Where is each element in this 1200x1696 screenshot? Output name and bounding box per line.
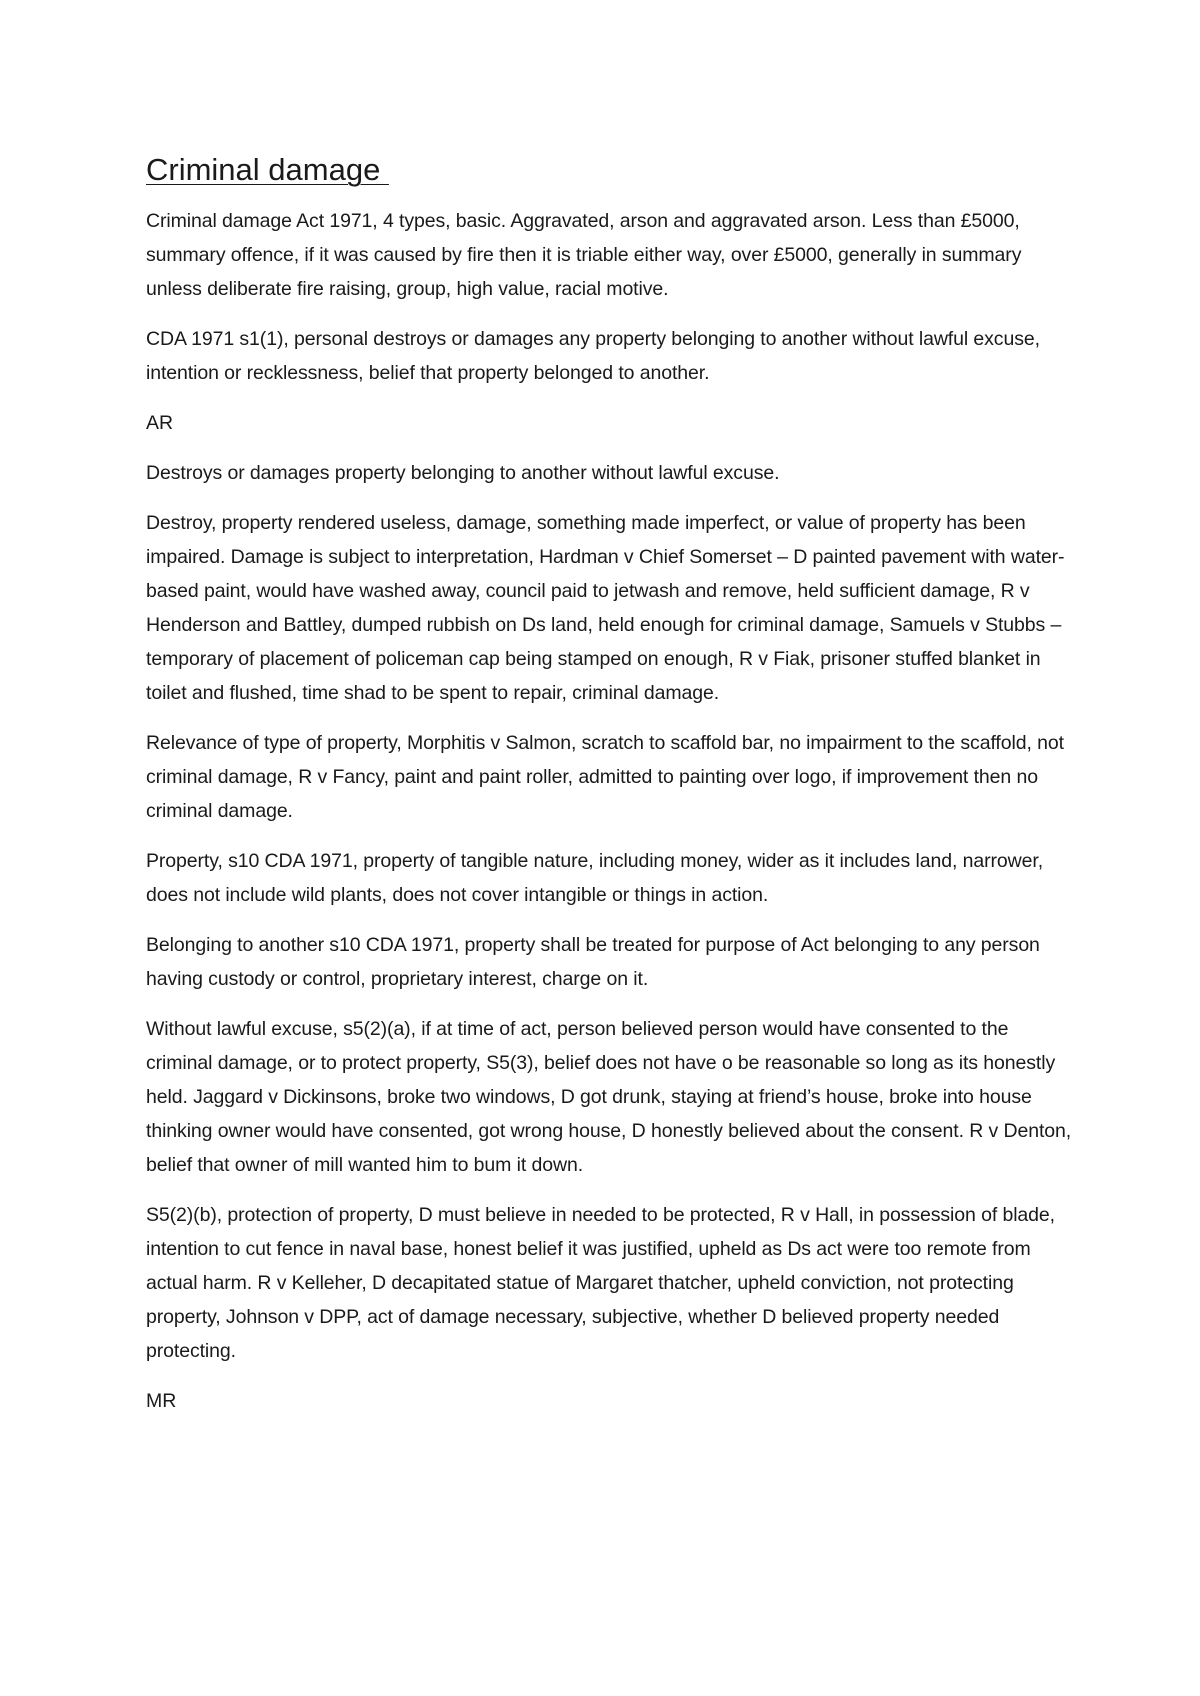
section-label-ar: AR bbox=[146, 412, 174, 434]
paragraph-protection-of-property: S5(2)(b), protection of property, D must believe in needed to be protected, R v Hall, in possession of blade, intention to cut fence in naval base, honest belief it was justified, upheld as Ds act were too remote from actual harm. R v Kelleher, D decapitated statue of Margaret thatcher, upheld conviction, not protecting property, Johnson v DPP, act of damage necessary, subjective, whether D believed property needed protecting. bbox=[146, 1204, 1055, 1362]
paragraph-type-of-property: Relevance of type of property, Morphitis v Salmon, scratch to scaffold bar, no impairment to the scaffold, not criminal damage, R v Fancy, paint and paint roller, admitted to painting over logo, if improvement then no criminal damage. bbox=[146, 732, 1064, 822]
paragraph-belonging-to-another: Belonging to another s10 CDA 1971, property shall be treated for purpose of Act belonging to any person having custody or control, proprietary interest, charge on it. bbox=[146, 934, 1040, 990]
paragraph-property-s10: Property, s10 CDA 1971, property of tangible nature, including money, wider as it includes land, narrower, does not include wild plants, does not cover intangible or things in action. bbox=[146, 850, 1044, 906]
section-label-mr: MR bbox=[146, 1390, 177, 1412]
paragraph-overview: Criminal damage Act 1971, 4 types, basic. Aggravated, arson and aggravated arson. Less than £5000, summary offence, if it was caused by fire then it is triable either way, over £5000, generally in summary unless deliberate fire raising, group, high value, racial motive. bbox=[146, 210, 1022, 300]
paragraph-cda-s1: CDA 1971 s1(1), personal destroys or damages any property belonging to another without lawful excuse, intention or recklessness, belief that property belonged to another. bbox=[146, 328, 1040, 384]
document-body bbox=[146, 150, 1076, 1434]
document-title: Criminal damage bbox=[146, 152, 389, 187]
paragraph-lawful-excuse: Without lawful excuse, s5(2)(a), if at time of act, person believed person would have consented to the criminal damage, or to protect property, S5(3), belief does not have o be reasonable so long as its honestly held. Jaggard v Dickinsons, broke two windows, D got drunk, staying at friend’s house, broke into house thinking owner would have consented, got wrong house, D honestly believed about the consent. R v Denton, belief that owner of mill wanted him to bum it down. bbox=[146, 1018, 1072, 1176]
paragraph-ar-definition: Destroys or damages property belonging to another without lawful excuse. bbox=[146, 462, 780, 484]
paragraph-destroy-damage: Destroy, property rendered useless, damage, something made imperfect, or value of property has been impaired. Damage is subject to interpretation, Hardman v Chief Somerset – D painted pavement with water-based paint, would have washed away, council paid to jetwash and remove, held sufficient damage, R v Henderson and Battley, dumped rubbish on Ds land, held enough for criminal damage, Samuels v Stubbs – temporary of placement of policeman cap being stamped on enough, R v Fiak, prisoner stuffed blanket in toilet and flushed, time shad to be spent to repair, criminal damage. bbox=[146, 512, 1065, 704]
